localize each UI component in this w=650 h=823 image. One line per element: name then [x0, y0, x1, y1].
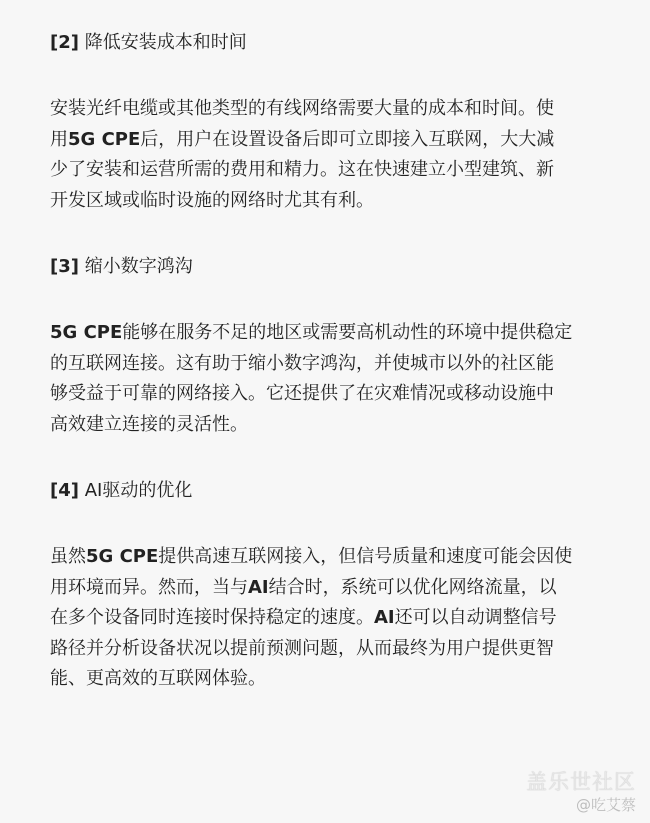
article-body — [50, 28, 610, 695]
watermark-logo: 盖乐世社区 — [526, 770, 636, 794]
watermark — [526, 769, 636, 815]
paragraph-line: 安装光纤电缆或其他类型的有线网络需要大量的成本和时间。使 — [50, 98, 554, 119]
section-paragraph-4 — [50, 542, 610, 695]
section-heading-2 — [50, 28, 610, 58]
section-title: AI驱动的优化 — [84, 480, 193, 501]
paragraph-line: 路径并分析设备状况以提前预测问题，从而最终为用户提供更智 — [50, 637, 554, 659]
paragraph-line: 在多个设备同时连接时保持稳定的速度。AI还可以自动调整信号 — [50, 607, 557, 628]
paragraph-line: 虽然5G CPE提供高速互联网接入，但信号质量和速度可能会因使 — [50, 546, 573, 567]
paragraph-line: 少了安装和运营所需的费用和精力。这在快速建立小型建筑、新 — [50, 159, 554, 180]
section-number: [4] — [50, 480, 79, 501]
section-title: 降低安装成本和时间 — [84, 32, 247, 53]
section-title: 缩小数字鸿沟 — [84, 256, 193, 277]
paragraph-line: 高效建立连接的灵活性。 — [50, 413, 248, 435]
paragraph-line: 够受益于可靠的网络接入。它还提供了在灾难情况或移动设施中 — [50, 383, 554, 404]
section-paragraph-2 — [50, 94, 610, 216]
watermark-author: @吃艾蔡 — [575, 796, 636, 814]
section-heading-4 — [50, 476, 610, 506]
paragraph-line: 能、更高效的互联网体验。 — [50, 668, 266, 689]
paragraph-line: 的互联网连接。这有助于缩小数字鸿沟，并使城市以外的社区能 — [50, 352, 554, 374]
paragraph-line: 用5G CPE后，用户在设置设备后即可立即接入互联网，大大减 — [50, 128, 555, 150]
section-number: [3] — [50, 256, 79, 277]
section-paragraph-3 — [50, 318, 610, 440]
paragraph-line: 开发区域或临时设施的网络时尤其有利。 — [50, 189, 374, 211]
paragraph-line: 5G CPE能够在服务不足的地区或需要高机动性的环境中提供稳定 — [50, 322, 573, 343]
section-number: [2] — [50, 32, 79, 53]
paragraph-line: 用环境而异。然而，当与AI结合时，系统可以优化网络流量，以 — [50, 576, 557, 598]
section-heading-3 — [50, 252, 610, 282]
